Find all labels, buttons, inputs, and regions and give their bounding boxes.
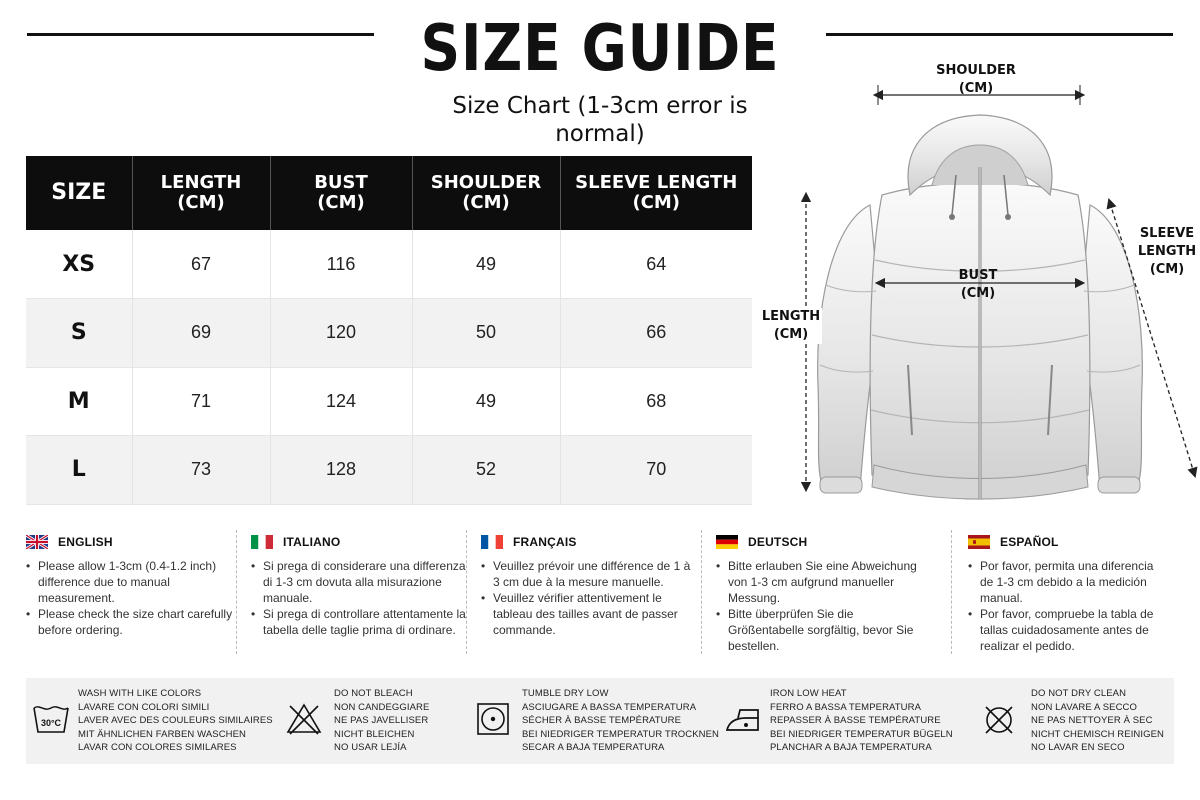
table-row bbox=[26, 436, 752, 505]
size-cell: XS bbox=[26, 230, 132, 299]
no-bleach-icon bbox=[285, 702, 323, 741]
column-header-sleeve-length: SLEEVE LENGTH (CM) bbox=[560, 156, 752, 230]
column-header-size: SIZE bbox=[26, 156, 132, 230]
care-item-dry bbox=[472, 678, 722, 764]
length-cell: 67 bbox=[132, 230, 270, 299]
uk-flag-icon bbox=[26, 535, 48, 549]
wash-30-icon bbox=[32, 702, 70, 741]
care-line: IRON LOW HEAT bbox=[770, 688, 847, 699]
shoulder-cell: 50 bbox=[412, 299, 560, 368]
care-line: NO USAR LEJÍA bbox=[334, 742, 407, 754]
care-line: DO NOT DRY CLEAN bbox=[1031, 688, 1127, 699]
care-item-bleach bbox=[281, 678, 471, 764]
care-item-dry-clean bbox=[981, 678, 1171, 764]
care-line: NE PAS JAVELLISER bbox=[334, 715, 429, 727]
length-cell: 69 bbox=[132, 299, 270, 368]
column-header-shoulder: SHOULDER (CM) bbox=[412, 156, 560, 230]
note-item: • Por favor, compruebe la tabla de tallas cuidadosamente antes de realizar el pedido. bbox=[968, 606, 1168, 654]
care-item-iron bbox=[720, 678, 953, 764]
length-cell: 71 bbox=[132, 367, 270, 436]
language-name: ESPAÑOL bbox=[1000, 535, 1059, 549]
care-line: NICHT BLEICHEN bbox=[334, 728, 415, 740]
care-line: LAVAR CON COLORES SIMILARES bbox=[78, 742, 237, 754]
column-divider bbox=[951, 530, 952, 654]
care-line: NON CANDEGGIARE bbox=[334, 701, 430, 713]
table-row bbox=[26, 367, 752, 436]
spain-flag-icon bbox=[968, 535, 990, 549]
sleeve-cell: 64 bbox=[560, 230, 752, 299]
language-block-espanol bbox=[968, 532, 1168, 654]
care-instructions bbox=[26, 678, 1174, 764]
length-label: LENGTH (CM) bbox=[761, 309, 821, 342]
care-line: ASCIUGARE A BASSA TEMPERATURA bbox=[522, 701, 697, 713]
page-title: SIZE GUIDE bbox=[420, 12, 780, 86]
column-header-bust: BUST (CM) bbox=[270, 156, 412, 230]
care-line: REPASSER À BASSE TEMPÉRATURE bbox=[770, 715, 941, 727]
bust-label: BUST (CM) bbox=[958, 268, 998, 301]
care-line: BEI NIEDRIGER TEMPERATUR TROCKNEN bbox=[522, 728, 720, 740]
wash-temperature: 30°C bbox=[40, 718, 62, 728]
note-item: • Bitte erlauben Sie eine Abweichung von 1-3 cm aufgrund manueller Messung. bbox=[716, 558, 931, 606]
care-line: NO LAVAR EN SECO bbox=[1031, 742, 1125, 754]
bust-cell: 128 bbox=[270, 436, 412, 505]
sleeve-cell: 68 bbox=[560, 367, 752, 436]
note-item: • Bitte überprüfen Sie die Größentabelle sorgfältig, bevor Sie bestellen. bbox=[716, 606, 931, 654]
language-block-italiano bbox=[251, 532, 466, 638]
italy-flag-icon bbox=[251, 535, 273, 549]
table-row bbox=[26, 230, 752, 299]
language-block-english bbox=[26, 532, 241, 638]
no-dry-clean-icon bbox=[981, 702, 1017, 743]
care-line: NICHT CHEMISCH REINIGEN bbox=[1031, 728, 1165, 740]
sleeve-cell: 66 bbox=[560, 299, 752, 368]
iron-low-heat-icon bbox=[724, 702, 762, 741]
length-cell: 73 bbox=[132, 436, 270, 505]
size-cell: S bbox=[26, 299, 132, 368]
care-line: LAVER AVEC DES COULEURS SIMILAIRES bbox=[78, 715, 273, 727]
column-divider bbox=[701, 530, 702, 654]
care-line: NON LAVARE A SECCO bbox=[1031, 701, 1137, 713]
note-item: • Si prega di controllare attentamente la tabella delle taglie prima di ordinare. bbox=[251, 606, 466, 638]
note-item: • Please check the size chart carefully before ordering. bbox=[26, 606, 241, 638]
size-cell: L bbox=[26, 436, 132, 505]
shoulder-label: SHOULDER (CM) bbox=[936, 63, 1016, 96]
care-line: SÉCHER À BASSE TEMPÉRATURE bbox=[522, 715, 682, 727]
care-line: LAVARE CON COLORI SIMILI bbox=[78, 701, 210, 713]
table-header-row bbox=[26, 156, 752, 230]
note-item: • Please allow 1-3cm (0.4-1.2 inch) difference due to manual measurement. bbox=[26, 558, 241, 606]
shoulder-cell: 49 bbox=[412, 230, 560, 299]
column-header-length: LENGTH (CM) bbox=[132, 156, 270, 230]
bust-cell: 120 bbox=[270, 299, 412, 368]
shoulder-cell: 49 bbox=[412, 367, 560, 436]
size-table bbox=[26, 156, 752, 505]
care-line: SECAR A BAJA TEMPERATURA bbox=[522, 742, 665, 754]
bust-cell: 124 bbox=[270, 367, 412, 436]
sleeve-length-label: SLEEVE LENGTH (CM) bbox=[1137, 226, 1197, 277]
note-item: • Si prega di considerare una differenza di 1-3 cm dovuta alla misurazione manuale. bbox=[251, 558, 466, 606]
jacket-diagram bbox=[760, 55, 1200, 515]
language-block-francais bbox=[481, 532, 696, 638]
table-row bbox=[26, 299, 752, 368]
care-line: MIT ÄHNLICHEN FARBEN WASCHEN bbox=[78, 728, 247, 740]
care-line: FERRO A BASSA TEMPERATURA bbox=[770, 701, 922, 713]
care-line: DO NOT BLEACH bbox=[334, 688, 413, 699]
bust-cell: 116 bbox=[270, 230, 412, 299]
note-item: • Veuillez vérifier attentivement le tableau des tailles avant de passer commande. bbox=[481, 590, 696, 638]
language-name: ITALIANO bbox=[283, 535, 341, 549]
tumble-dry-low-icon bbox=[476, 702, 510, 741]
germany-flag-icon bbox=[716, 535, 738, 549]
page-subtitle: Size Chart (1-3cm error is normal) bbox=[452, 93, 748, 147]
care-line: BEI NIEDRIGER TEMPERATUR BÜGELN bbox=[770, 728, 953, 740]
size-cell: M bbox=[26, 367, 132, 436]
language-name: DEUTSCH bbox=[748, 535, 808, 549]
care-line: WASH WITH LIKE COLORS bbox=[78, 688, 202, 699]
care-line: NE PAS NETTOYER À SEC bbox=[1031, 715, 1153, 727]
note-item: • Por favor, permita una diferencia de 1-3 cm debido a la medición manual. bbox=[968, 558, 1168, 606]
care-line: PLANCHAR A BAJA TEMPERATURA bbox=[770, 742, 932, 754]
sleeve-cell: 70 bbox=[560, 436, 752, 505]
shoulder-cell: 52 bbox=[412, 436, 560, 505]
column-divider bbox=[466, 530, 467, 654]
language-name: ENGLISH bbox=[58, 535, 113, 549]
france-flag-icon bbox=[481, 535, 503, 549]
column-divider bbox=[236, 530, 237, 654]
note-item: • Veuillez prévoir une différence de 1 à 3 cm due à la mesure manuelle. bbox=[481, 558, 696, 590]
care-item-wash bbox=[26, 678, 276, 764]
language-block-deutsch bbox=[716, 532, 931, 654]
care-line: TUMBLE DRY LOW bbox=[522, 688, 609, 699]
language-name: FRANÇAIS bbox=[513, 535, 577, 549]
